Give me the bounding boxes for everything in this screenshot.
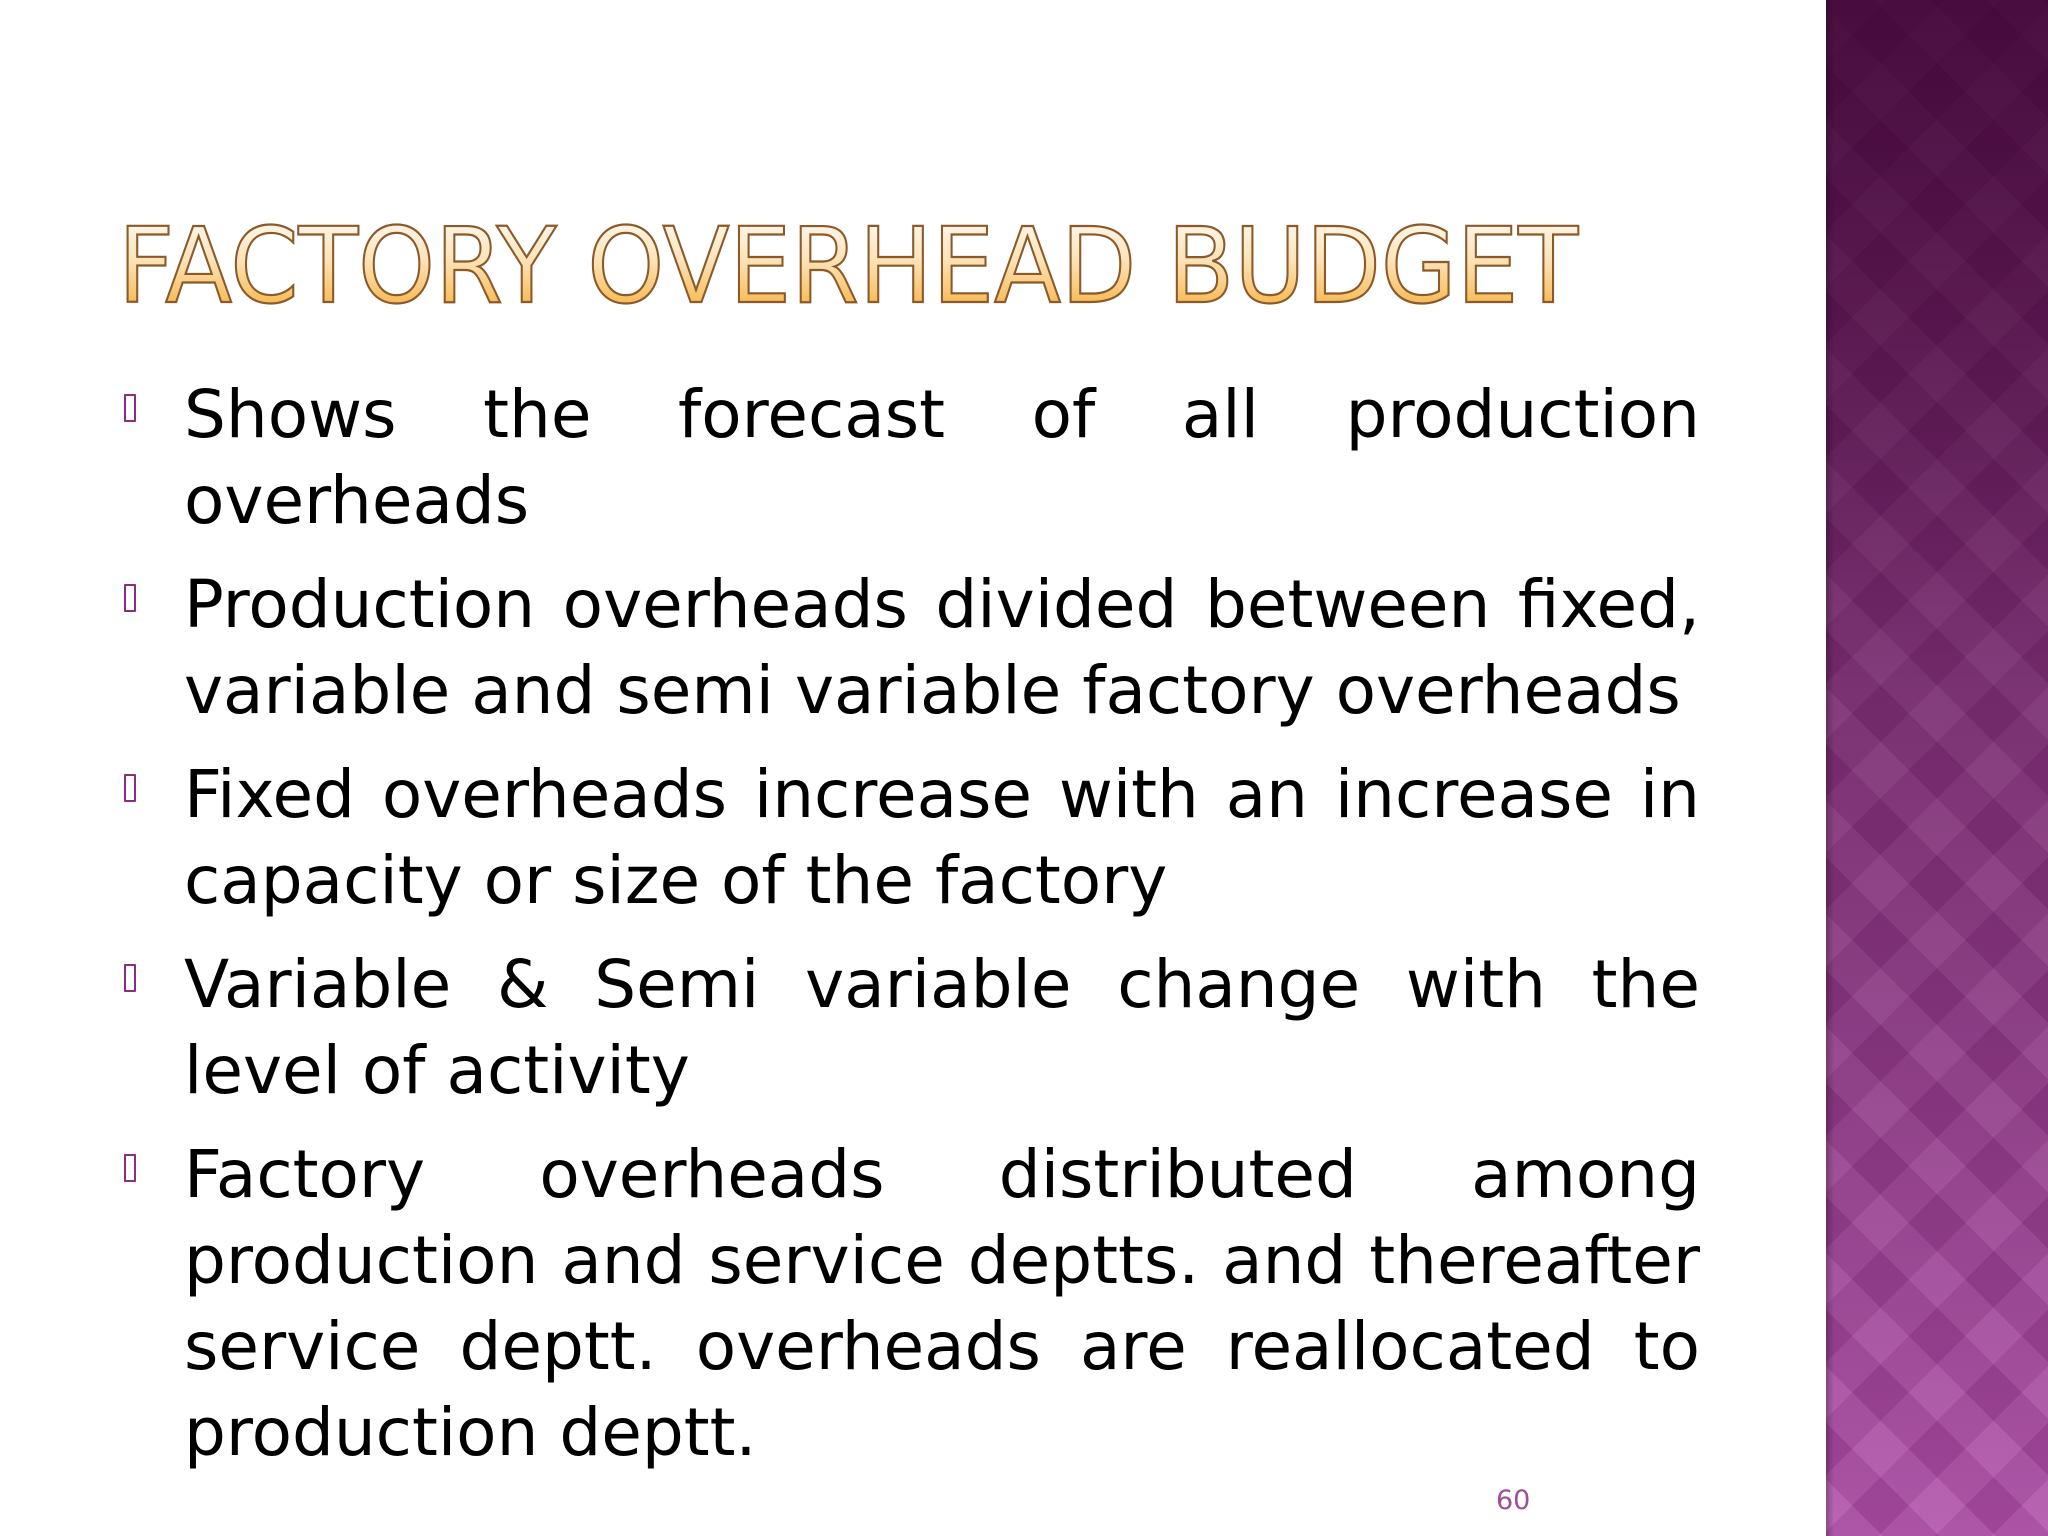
hollow-square-bullet-icon	[124, 964, 136, 992]
decorative-side-band	[1826, 0, 2048, 1536]
list-item	[122, 752, 1700, 924]
list-item	[122, 562, 1700, 734]
bullet-list	[122, 372, 1700, 1494]
list-item	[122, 372, 1700, 544]
list-item	[122, 1132, 1700, 1476]
hollow-square-bullet-icon	[124, 1154, 136, 1182]
side-band-edge	[1826, 0, 1834, 1536]
bullet-text: Factory overheads distributed among production and service deptts. and thereafter service deptt. overheads are reallocated to production deptt.	[184, 1136, 1700, 1471]
hollow-square-bullet-icon	[124, 774, 136, 802]
hollow-square-bullet-icon	[124, 394, 136, 422]
slide-title	[114, 200, 1794, 330]
bullet-text: Shows the forecast of all production overheads	[184, 376, 1700, 539]
slide-title-text: FACTORY OVERHEAD BUDGET	[118, 205, 1579, 327]
bullet-text: Fixed overheads increase with an increase in capacity or size of the factory	[184, 756, 1700, 919]
list-item	[122, 942, 1700, 1114]
slide-title-art	[114, 200, 1794, 330]
bullet-text: Variable & Semi variable change with the level of activity	[184, 946, 1700, 1109]
bullet-text: Production overheads divided between fixed, variable and semi variable factory overheads	[184, 566, 1700, 729]
hollow-square-bullet-icon	[124, 584, 136, 612]
page-number: 60	[1496, 1485, 1531, 1516]
